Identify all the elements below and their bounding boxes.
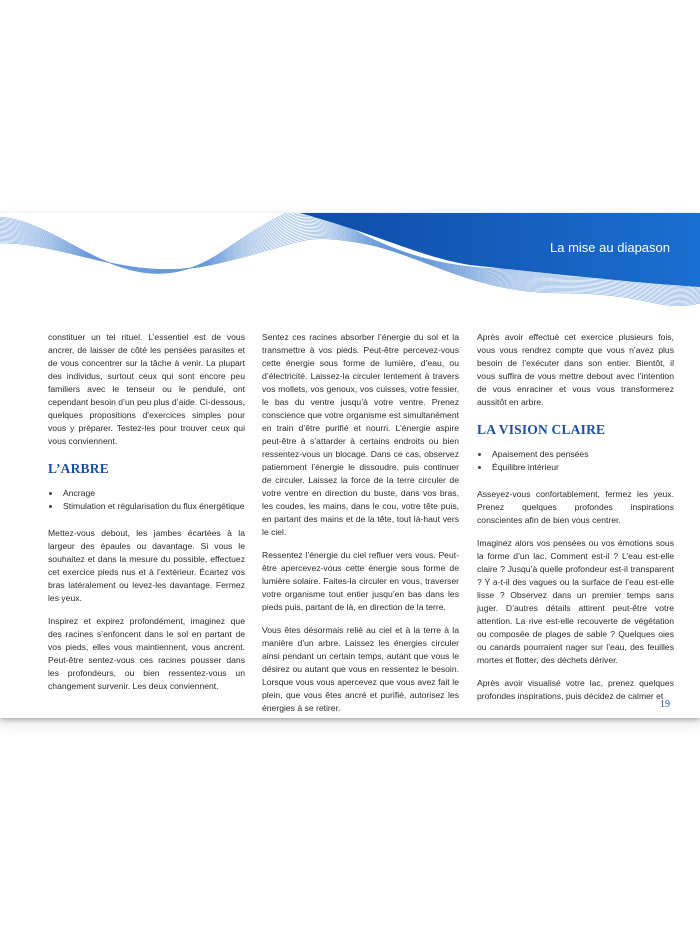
paragraph: Ressentez l’énergie du ciel refluer vers vous. Peut-être apercevez-vous cette énergie sous forme de lumière solaire. Faites-la circuler en vous, traverser votre organisme tout entier jusqu’en bas dans les pieds puis, partant de là, en direction de la terre. (262, 550, 459, 612)
text-column-2 (262, 331, 459, 718)
paragraph: Après avoir effectué cet exercice plusieurs fois, vous vous rendrez compte que vous n’avez plus besoin de l’exécuter dans son entier. Bientôt, il vous suffira de vous mettre debout avec l’intention de vous enraciner et vous vous transformerez aussitôt en arbre. (477, 332, 674, 407)
list-item: • Équilibre intérieur (490, 461, 674, 474)
text-column-3 (477, 331, 674, 713)
page-number: 19 (660, 699, 670, 710)
paragraph: Imaginez alors vos pensées ou vos émotions sous la forme d’un lac. Comment est-il ? L’eau est-elle claire ? Jusqu’à quelle profondeur est-il transparent ? Y a-t-il des vagues ou la surface de l’eau est-elle lisse ? Observez dans un premier temps sans juger. D’autres détails attirent peut-être votre attention. La rive est-elle recouverte de végétation ou composée de plages de sable ? Quelques oies ou canards pourraient nager sur l’eau, des feuilles mortes et flotter, des déchets dériver. (477, 538, 674, 665)
section-heading-arbre: L’ARBRE (48, 461, 109, 476)
section-heading-vision-claire: LA VISION CLAIRE (477, 422, 606, 437)
bullet-list (48, 487, 245, 513)
paragraph: Vous êtes désormais relié au ciel et à la terre à la manière d’un arbre. Laissez les énergies circuler ainsi pendant un certain temps, autant que vous le désirez ou autant que vous en ressentez le besoin. Lorsque vous vous apercevez que vous avez fait le plein, que vous êtes ancré et purifié, autorisez les énergies à se retirer. (262, 625, 459, 713)
list-item: • Stimulation et régularisation du flux énergétique (61, 500, 245, 513)
bullet-list (477, 448, 674, 474)
paragraph: Asseyez-vous confortablement, fermez les yeux. Prenez quelques profondes inspirations conscientes afin de bien vous centrer. (477, 489, 674, 525)
text-column-1 (48, 331, 245, 703)
list-item: • Apaisement des pensées (490, 448, 674, 461)
paragraph: constituer un tel rituel. L’essentiel est de vous ancrer, de laisser de côté les pensées parasites et de vous concentrer sur la tâche à venir. La plupart des individus, surtout ceux qui sont encore peu familiers avec le tenseur ou le pendule, ont cependant besoin d’un peu plus d’aide. Ci-dessous, quelques propositions d’exercices simples pour vous y préparer. Testez-les pour trouver ceux qui vous conviennent. (48, 332, 245, 446)
list-item: • Ancrage (61, 487, 245, 500)
chapter-title: La mise au diapason (550, 240, 670, 255)
book-page (0, 213, 700, 718)
paragraph: Sentez ces racines absorber l’énergie du sol et la transmettre à vos pieds. Peut-être percevez-vous cette énergie sous forme de lumière, d’eau, ou d’électricité. Laissez-la circuler lentement à travers vos mollets, vos genoux, vos cuisses, votre fessier, le bas du ventre jusqu’à votre ventre. Prenez conscience que votre organisme est simultanément en train d’être purifié et nourri. L’énergie aspire peut-être à s’attarder à certains endroits ou bien ressentez-vous un blocage. Dans ce cas, observez patiemment l’énergie le dissoudre, puis continuer de circuler. Laissez la force de la terre circuler de votre ventre en direction du buste, dans vos bras, les coudes, les mains, dans le cou, votre tête puis, en partant des mains et de la tête, tout là-haut vers le ciel. (262, 332, 459, 537)
paragraph: Mettez-vous debout, les jambes écartées à la largeur des épaules ou davantage. Si vous le souhaitez et dans la mesure du possible, effectuez cet exercice pieds nus et à l’extérieur. Écartez vos bras latéralement ou levez-les davantage. Fermez les yeux. (48, 528, 245, 603)
paragraph: Inspirez et expirez profondément, imaginez que des racines s’enfoncent dans le sol en partant de vos pieds, elles vous maintiennent, vous ancrent. Peut-être sentez-vous ces racines pousser dans les profondeurs, ou bien ressentez-vous un changement survenir. Les deux conviennent. (48, 616, 245, 691)
paragraph: Après avoir visualisé votre lac, prenez quelques profondes inspirations, puis décidez de calmer et (477, 678, 674, 701)
wave-banner (0, 213, 700, 323)
